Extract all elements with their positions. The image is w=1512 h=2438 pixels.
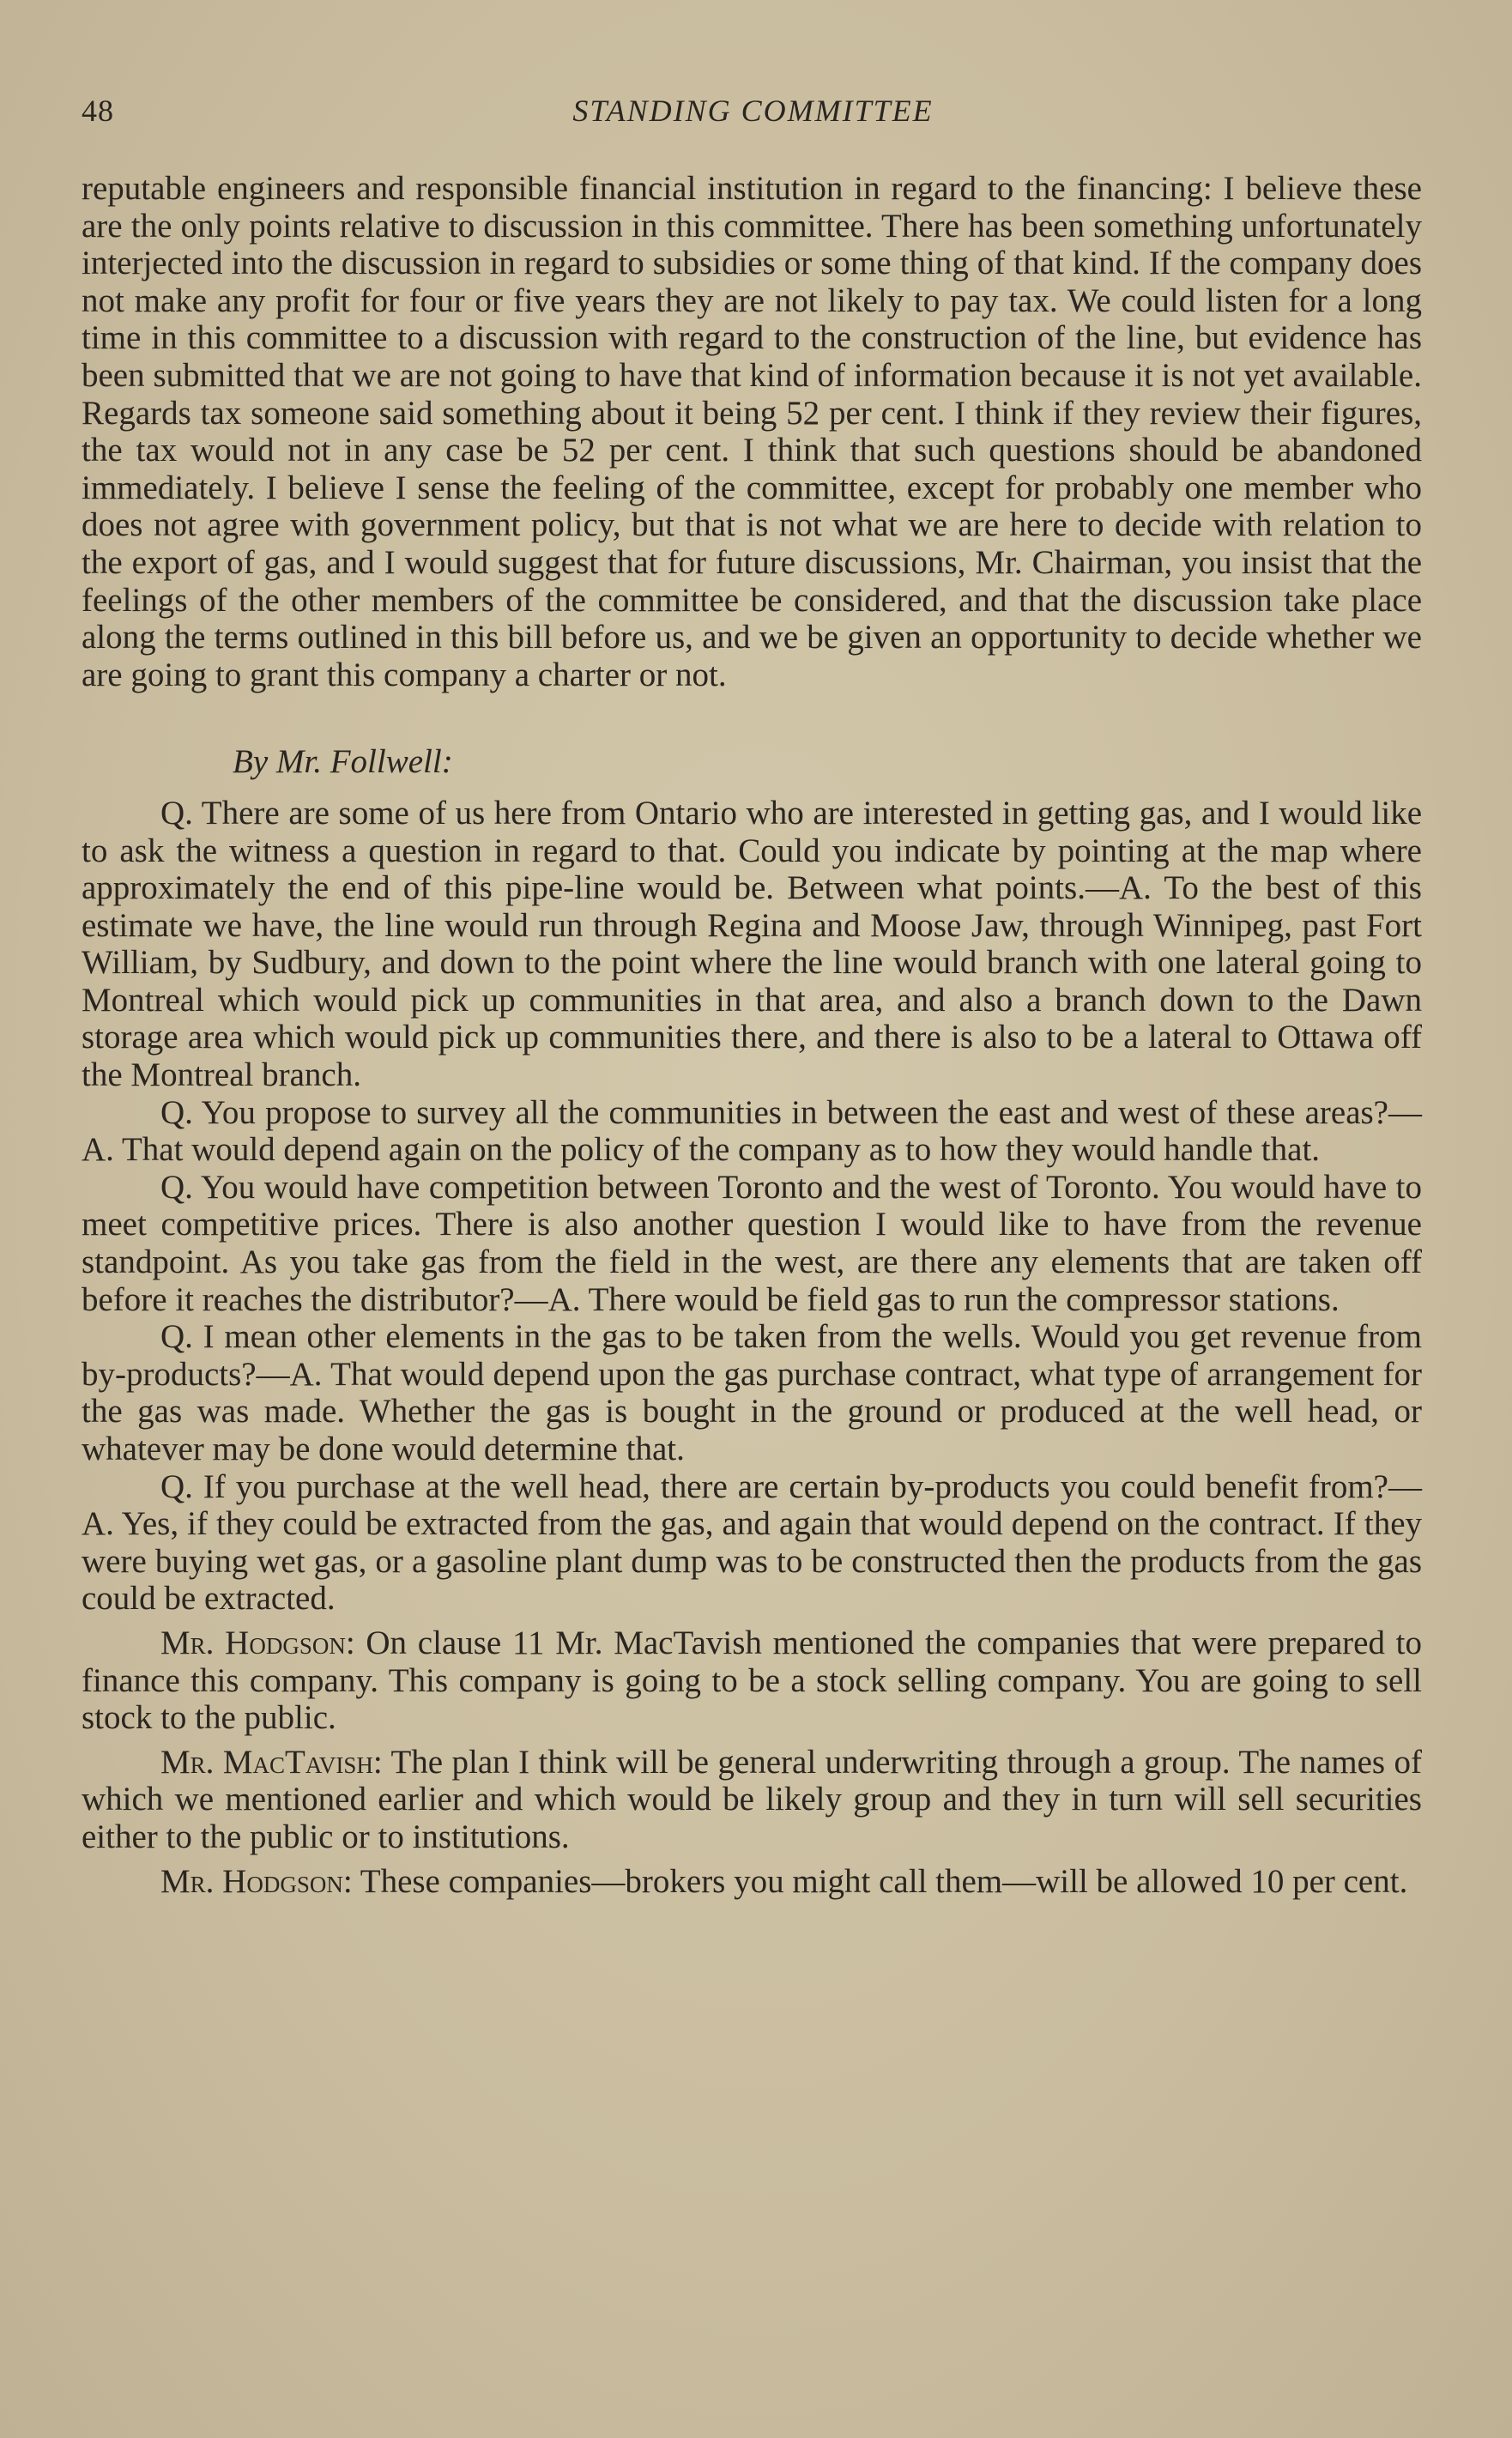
paragraph: reputable engineers and responsible financial institution in regard to the financing: I believe these are the only points relative to discussion in this committee. There has been something unfortunately interjected into the discussion in regard to subsidies or some thing of that kind. If the company does not make any profit for four or five years they are not likely to pay tax. We could listen for a long time in this committee to a discussion with regard to the construction of the line, but evidence has been submitted that we are not going to have that kind of information because it is not yet available. Regards tax someone said something about it being 52 per cent. I think if they review their figures, the tax would not in any case be 52 per cent. I think that such questions should be abandoned immediately. I believe I sense the feeling of the committee, except for probably one member who does not agree with government policy, but that is not what we are here to decide with relation to the export of gas, and I would suggest that for future discussions, Mr. Chairman, you insist that the feelings of the other members of the committee be considered, and that the discussion take place along the terms outlined in this bill before us, and we be given an opportunity to decide whether we are going to grant this company a charter or not. <box>82 170 1422 693</box>
page-number: 48 <box>82 94 114 128</box>
running-head: STANDING COMMITTEE <box>572 94 934 128</box>
page-header <box>82 93 1424 136</box>
speaker-name: Mr. Hodgson: <box>160 1862 353 1900</box>
question-answer: Q. There are some of us here from Ontario who are interested in getting gas, and I would like to ask the witness a question in regard to that. Could you indicate by pointing at the map where approximately the end of this pipe-line would be. Between what points.—A. To the best of this estimate we have, the line would run through Regina and Moose Jaw, through Winnipeg, past Fort William, by Sudbury, and down to the point where the line would branch with one lateral going to Montreal which would pick up communities in that area, and also a branch down to the Dawn storage area which would pick up communities there, and there is also to be a lateral to Ottawa off the Montreal branch. <box>82 794 1422 1094</box>
question-answer: Q. You would have competition between Toronto and the west of Toronto. You would have to meet competitive prices. There is also another question I would like to have from the revenue standpoint. As you take gas from the field in the west, are there any elements that are taken off before it reaches the distributor?—A. There would be field gas to run the compressor stations. <box>82 1168 1422 1318</box>
speaker-statement <box>82 1624 1422 1737</box>
statement-text: These companies—brokers you might call them—will be allowed 10 per cent. <box>352 1862 1408 1900</box>
speaker-name: Mr. MacTavish: <box>160 1743 383 1781</box>
section-heading: By Mr. Follwell: <box>233 743 453 781</box>
speaker-name: Mr. Hodgson: <box>160 1624 355 1661</box>
body-text <box>82 170 1422 1900</box>
question-answer: Q. I mean other elements in the gas to be taken from the wells. Would you get revenue from by-products?—A. That would depend upon the gas purchase contract, what type of arrangement for the gas was made. Whether the gas is bought in the ground or produced at the well head, or whatever may be done would determine that. <box>82 1318 1422 1467</box>
statement-text: The plan I think will be general underwriting through a group. The names of which we mentioned earlier and which would be likely group and they in turn will sell securities either to the public or to institutions. <box>82 1743 1422 1855</box>
speaker-statement <box>82 1744 1422 1856</box>
statement-text: On clause 11 Mr. MacTavish mentioned the companies that were prepared to finance this company. This company is going to be a stock selling company. You are going to sell stock to the public. <box>82 1624 1422 1737</box>
speaker-statement <box>82 1863 1422 1901</box>
question-answer: Q. If you purchase at the well head, there are certain by-products you could benefit from?—A. Yes, if they could be extracted from the gas, and again that would depend on the contract. If they were buying wet gas, or a gasoline plant dump was to be constructed then the products from the gas could be extracted. <box>82 1467 1422 1618</box>
question-answer: Q. You propose to survey all the communities in between the east and west of these areas?—A. That would depend again on the policy of the company as to how they would handle that. <box>82 1093 1422 1169</box>
